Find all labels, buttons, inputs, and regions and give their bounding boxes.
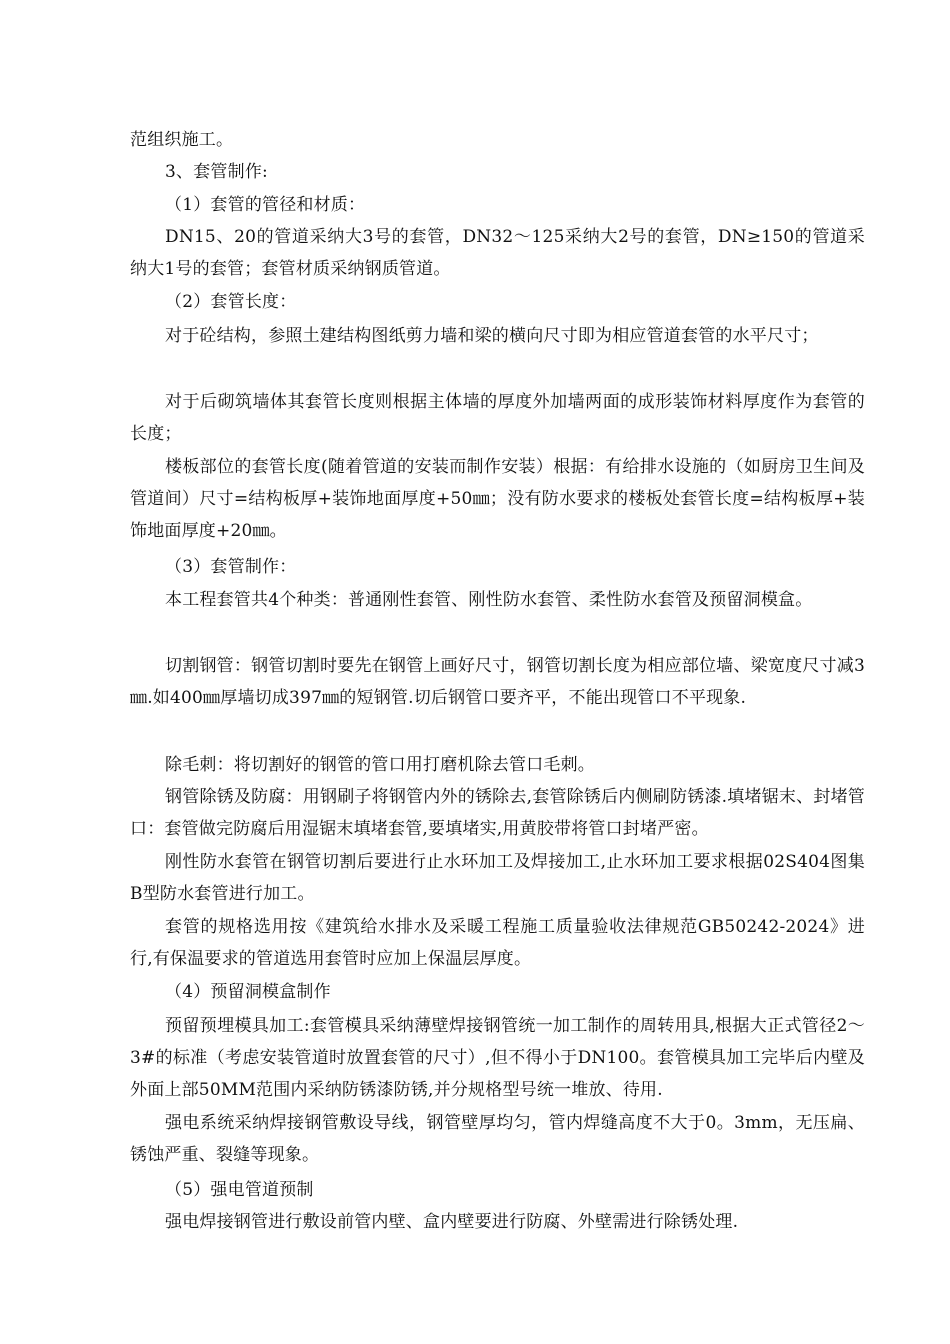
paragraph-deburring: 除毛刺：将切割好的钢管的管口用打磨机除去管口毛刺。 bbox=[165, 755, 595, 775]
paragraph-pipe-cutting: 切割钢管：钢管切割时要先在钢管上画好尺寸，钢管切割长度为相应部位墙、梁宽度尺寸减3㎜.如400㎜厚墙切成397㎜的短钢管.切后钢管口要齐平，不能出现管口不平现象. bbox=[130, 656, 865, 708]
section-heading-sleeve-fabrication: 3、套管制作: bbox=[165, 162, 268, 182]
paragraph-concrete-structure: 对于砼结构，参照土建结构图纸剪力墙和梁的横向尺寸即为相应管道套管的水平尺寸； bbox=[165, 326, 819, 346]
paragraph-sleeve-specification: 套管的规格选用按《建筑给水排水及采暖工程施工质量验收法律规范GB50242-2024》进行,有保温要求的管道选用套管时应加上保温层厚度。 bbox=[130, 917, 865, 969]
paragraph-sleeve-sizes: DN15、20的管道采纳大3号的套管，DN32～125采纳大2号的套管，DN≥150的管道采纳大1号的套管；套管材质采纳钢质管道。 bbox=[130, 227, 865, 279]
paragraph-masonry-wall: 对于后砌筑墙体其套管长度则根据主体墙的厚度外加墙两面的成形装饰材料厚度作为套管的长度； bbox=[130, 392, 865, 444]
subheading-sleeve-making: （3）套管制作： bbox=[165, 557, 297, 577]
paragraph-rust-removal: 钢管除锈及防腐：用钢刷子将钢管内外的锈除去,套管除锈后内侧刷防锈漆.填堵锯末、封堵管口：套管做完防腐后用湿锯末填堵套管,要填堵实,用黄胶带将管口封堵严密。 bbox=[130, 787, 865, 839]
paragraph-waterproof-sleeve: 刚性防水套管在钢管切割后要进行止水环加工及焊接加工,止水环加工要求根据02S404图集B型防水套管进行加工。 bbox=[130, 852, 865, 904]
subheading-strong-current-pipe: （5）强电管道预制 bbox=[165, 1180, 314, 1200]
paragraph-continuation: 范组织施工。 bbox=[130, 130, 234, 150]
paragraph-sleeve-types: 本工程套管共4个种类：普通刚性套管、刚性防水套管、柔性防水套管及预留洞模盒。 bbox=[165, 590, 813, 610]
paragraph-mold-processing: 预留预埋模具加工:套管模具采纳薄壁焊接钢管统一加工制作的周转用具,根据大正式管径2～3#的标准（考虑安装管道时放置套管的尺寸）,但不得小于DN100。套管模具加工完毕后内壁及外面上部50MM范围内采纳防锈漆防锈,并分规格型号统一堆放、待用. bbox=[130, 1016, 865, 1100]
paragraph-floor-slab: 楼板部位的套管长度(随着管道的安装而制作安装）根据：有给排水设施的（如厨房卫生间及管道间）尺寸=结构板厚+装饰地面厚度+50㎜；没有防水要求的楼板处套管长度=结构板厚+装饰地面厚度+20㎜。 bbox=[130, 457, 865, 541]
paragraph-strong-current-system: 强电系统采纳焊接钢管敷设导线，钢管壁厚均匀，管内焊缝高度不大于0。3mm，无压扁、锈蚀严重、裂缝等现象。 bbox=[130, 1113, 865, 1165]
subheading-sleeve-length: （2）套管长度： bbox=[165, 292, 297, 312]
subheading-mold-box: （4）预留洞模盒制作 bbox=[165, 982, 331, 1002]
paragraph-strong-current-pipe-treatment: 强电焊接钢管进行敷设前管内壁、盒内壁要进行防腐、外壁需进行除锈处理. bbox=[165, 1212, 739, 1232]
subheading-sleeve-diameter-material: （1）套管的管径和材质： bbox=[165, 195, 366, 215]
